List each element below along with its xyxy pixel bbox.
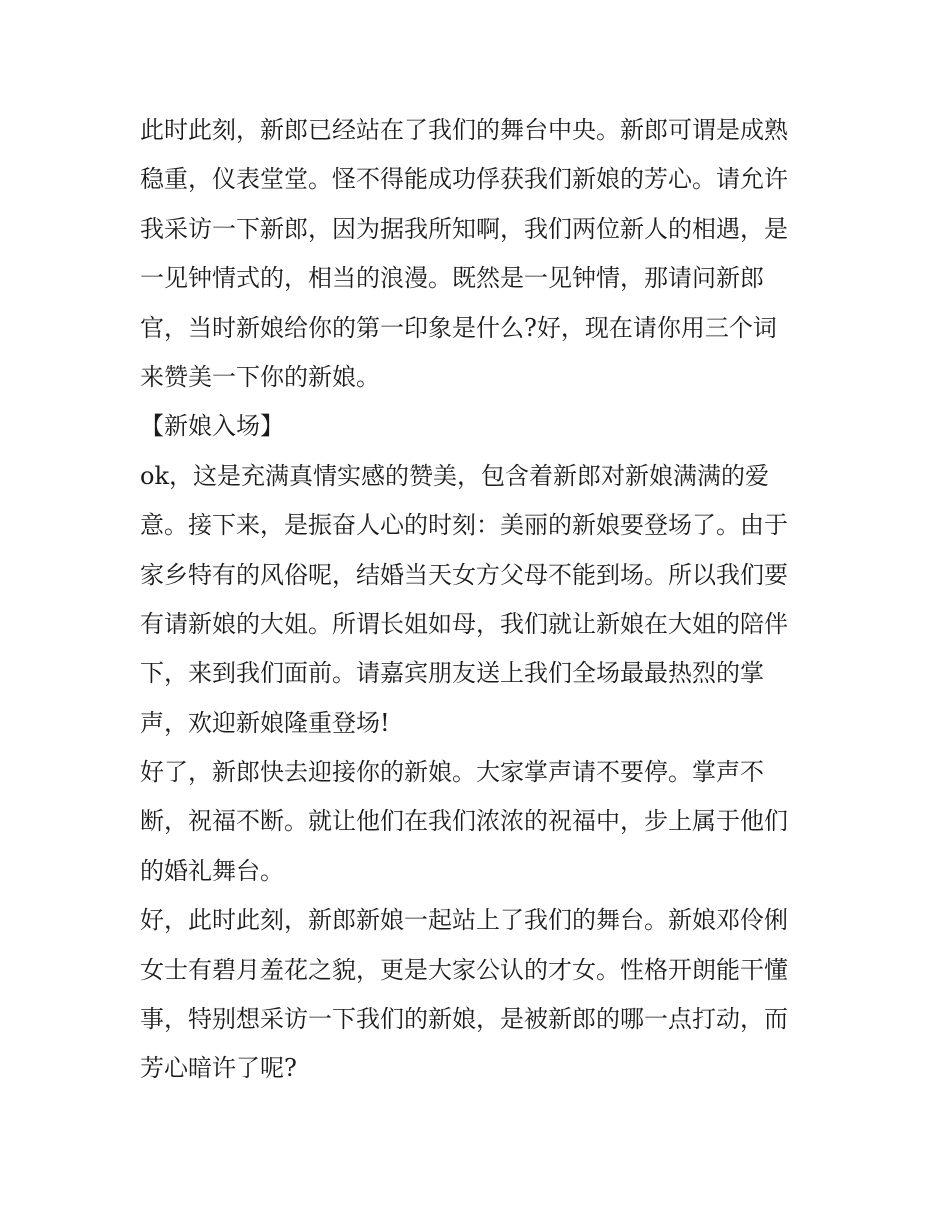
text-line: ok，这是充满真情实感的赞美，包含着新郎对新娘满满的爱 [140,461,769,490]
text-line: 官，当时新娘给你的第一印象是什么?好，现在请你用三个词 [140,313,777,342]
text-line: 好了，新郎快去迎接你的新娘。大家掌声请不要停。掌声不 [140,758,764,787]
text-line: 来赞美一下你的新娘。 [140,362,380,391]
text-line: 女士有碧月羞花之貌，更是大家公认的才女。性格开朗能干懂 [140,955,788,984]
text-line: 断，祝福不断。就让他们在我们浓浓的祝福中，步上属于他们 [140,807,788,836]
text-line: 家乡特有的风俗呢，结婚当天女方父母不能到场。所以我们要 [140,560,788,589]
text-line: 声，欢迎新娘隆重登场! [140,708,390,737]
text-line: 芳心暗许了呢? [140,1054,297,1083]
text-line: 下，来到我们面前。请嘉宾朋友送上我们全场最最热烈的掌 [140,659,764,688]
text-line: 的婚礼舞台。 [140,856,284,885]
document-body [140,106,812,1094]
text-line: 事，特别想采访一下我们的新娘，是被新郎的哪一点打动，而 [140,1005,788,1034]
section-heading: 【新娘入场】 [140,412,284,441]
text-line: 有请新娘的大姐。所谓长姐如母，我们就让新娘在大姐的陪伴 [140,609,788,638]
text-line: 一见钟情式的，相当的浪漫。既然是一见钟情，那请问新郎 [140,264,764,293]
text-line: 我采访一下新郎，因为据我所知啊，我们两位新人的相遇，是 [140,214,788,243]
text-line: 稳重，仪表堂堂。怪不得能成功俘获我们新娘的芳心。请允许 [140,165,788,194]
text-line: 此时此刻，新郎已经站在了我们的舞台中央。新郎可谓是成熟 [140,116,788,144]
text-line: 意。接下来，是振奋人心的时刻：美丽的新娘要登场了。由于 [140,511,788,540]
text-line: 好，此时此刻，新郎新娘一起站上了我们的舞台。新娘邓伶俐 [140,906,788,935]
